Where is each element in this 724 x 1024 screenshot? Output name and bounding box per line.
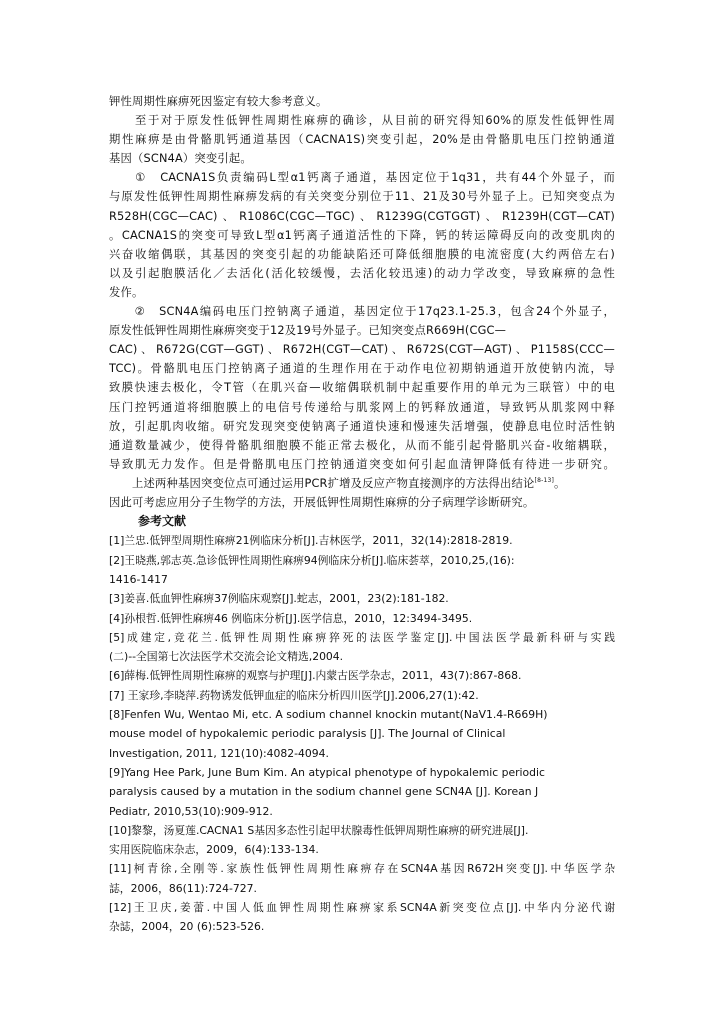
body-line: 发作。 — [109, 285, 144, 299]
body-line: 期性麻痹是由骨骼肌钙通道基因（CACNA1S)突变引起，20%是由骨骼肌电压门控钠通道 — [109, 133, 615, 147]
body-line: 。CACNA1S的突变可导致L型α1钙离子通道活性的下降，钙的转运障碍反向的改变肌肉的 — [109, 228, 615, 242]
body-line: 致膜快速去极化，令T管（在肌兴奋—收缩偶联机制中起重要作用的单元为三联管）中的电 — [109, 381, 615, 395]
body-line: 因此可考虑应用分子生物学的方法，开展低钾性周期性麻痹的分子病理学诊断研究。 — [109, 495, 535, 509]
body-line: ① CACNA1S负责编码L型α1钙离子通道，基因定位于1q31，共有44个外显子，而 — [109, 171, 615, 185]
body-line: 放，引起肌肉收缩。研究发现突变使钠离子通道快速和慢速失活增强，使静息电位时活性钠 — [109, 419, 615, 433]
reference-line: 誌，2006，86(11):724-727. — [109, 881, 257, 895]
reference-line: [3]姜喜.低血钾性麻痹37例临床观察[J].蛇志，2001，23(2):181-182. — [109, 592, 449, 606]
body-line: 基因（SCN4A）突变引起。 — [109, 152, 252, 166]
reference-line: [9]Yang Hee Park, June Bum Kim. An atypical phenotype of hypokalemic periodic — [109, 765, 545, 779]
reference-line: (二)--全国第七次法医学术交流会论文精选,2004. — [109, 650, 344, 664]
body-line-with-citation — [109, 474, 615, 493]
reference-line: [1]兰忠.低钾型周期性麻痹21例临床分析[J].吉林医学，2011，32(14):2818-2819. — [109, 534, 513, 548]
reference-line: 杂誌，2004，20 (6):523-526. — [109, 920, 265, 934]
body-line-text: 上述两种基因突变位点可通过运用PCR扩增及反应产物直接测序的方法得出结论 — [109, 476, 535, 490]
reference-line: paralysis caused by a mutation in the sodium channel gene SCN4A [J]. Korean J — [109, 785, 539, 799]
body-line: 与原发性低钾性周期性麻痹发病的有关突变分别位于11、21及30号外显子上。已知突变点为 — [109, 190, 615, 204]
reference-line: Pediatr, 2010,53(10):909-912. — [109, 804, 273, 818]
citation-marker: [8-13] — [534, 477, 555, 485]
references-heading: 参考文献 — [138, 514, 187, 529]
body-line: 钾性周期性麻痹死因鉴定有较大参考意义。 — [109, 95, 328, 108]
reference-line: [10]黎黎，汤夏莲.CACNA1 S基因多态性引起甲状腺毒性低钾周期性麻痹的研究进展[J]. — [109, 823, 529, 837]
body-line: 导致肌无力发作。但是骨骼肌电压门控钠通道突变如何引起血清钾降低有待进一步研究。 — [109, 457, 615, 471]
reference-line: 1416-1417 — [109, 572, 168, 586]
reference-line: [6]薛梅.低钾性周期性麻痹的观察与护理[J].内蒙古医学杂志，2011，43(7):867-868. — [109, 669, 522, 683]
citation-suffix: 。 — [554, 476, 566, 490]
body-line: 兴奋收缩偶联，其基因的突变引起的功能缺陷还可降低细胞膜的电流密度(大约两倍左右) — [109, 247, 615, 261]
body-line: TCC)。骨骼肌电压门控钠离子通道的生理作用在于动作电位初期钠通道开放使钠内流，导 — [109, 362, 615, 376]
reference-line: [8]Fenfen Wu, Wentao Mi, etc. A sodium channel knockin mutant(NaV1.4-R669H) — [109, 708, 548, 722]
reference-line: [12]王卫庆,姜蕾.中国人低血钾性周期性麻痹家系SCN4A新突变位点[J].中华内分泌代谢 — [109, 901, 615, 914]
body-line: 原发性低钾性周期性麻痹突变于12及19号外显子。已知突变点R669H(CGC— — [109, 324, 507, 338]
document-page — [109, 92, 615, 937]
body-line: R528H(CGC—CAC)、R1086C(CGC—TGC)、R1239G(CGTGGT)、R1239H(CGT—CAT) — [109, 209, 615, 223]
reference-line: [4]孙根哲.低钾性麻痹46 例临床分析[J].医学信息，2010，12:3494-3495. — [109, 611, 473, 625]
reference-line: mouse model of hypokalemic periodic paralysis [J]. The Journal of Clinical — [109, 727, 506, 741]
body-line: CAC)、R672G(CGT—GGT)、R672H(CGT—CAT)、R672S(CGT—AGT)、P1158S(CCC— — [109, 343, 615, 357]
reference-line: [5]成建定,竞花兰.低钾性周期性麻痹猝死的法医学鉴定[J].中国法医学最新科研与实践 — [109, 630, 615, 644]
reference-line: [7] 王家珍,李晓萍.药物诱发低钾血症的临床分析四川医学[J].2006,27(1):42. — [109, 688, 479, 702]
body-line: 至于对于原发性低钾性周期性麻痹的确诊，从目前的研究得知60%的原发性低钾性周 — [109, 114, 615, 128]
body-line: ② SCN4A编码电压门控钠离子通道，基因定位于17q23.1-25.3，包含24个外显子， — [109, 305, 615, 319]
body-line: 压门控钙通道将细胞膜上的电信号传递给与肌浆网上的钙释放通道，导致钙从肌浆网中释 — [109, 400, 615, 414]
reference-line: [11]柯青徐,全刚等.家族性低钾性周期性麻痹存在SCN4A基因R672H突变[J].中华医学杂 — [109, 862, 615, 876]
reference-line: 实用医院临床杂志，2009，6(4):133-134. — [109, 843, 319, 857]
reference-line: Investigation, 2011, 121(10):4082-4094. — [109, 746, 329, 760]
body-line: 通道数量减少，使得骨骼肌细胞膜不能正常去极化，从而不能引起骨骼肌兴奋-收缩耦联， — [109, 438, 615, 452]
body-line: 以及引起胞膜活化／去活化(活化较缓慢，去活化较迅速)的动力学改变，导致麻痹的急性 — [109, 266, 615, 280]
reference-line: [2]王晓燕,郭志英.急诊低钾性周期性麻痹94例临床分析[J].临床荟萃，2010,25,(16): — [109, 553, 515, 567]
